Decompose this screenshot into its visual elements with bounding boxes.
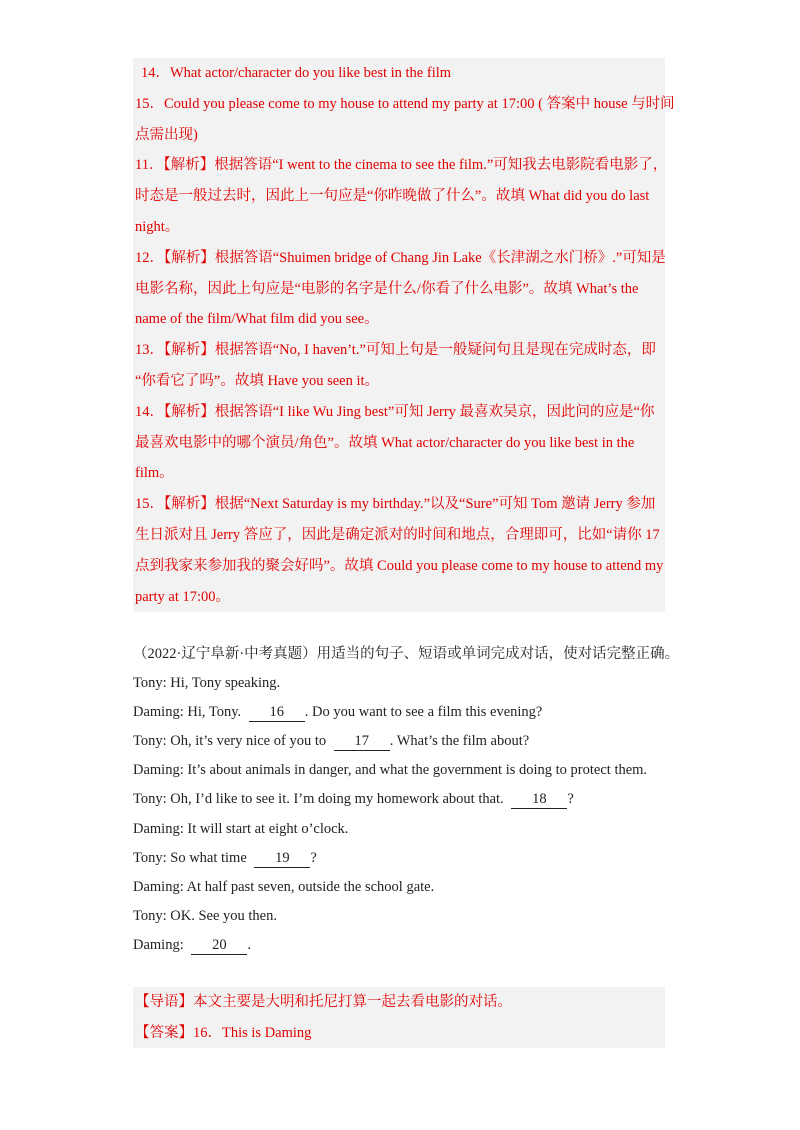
explanation-line: name of the film/What film did you see。 [135, 311, 379, 328]
answer-block-second [133, 987, 665, 1048]
dialog-text: Daming: Hi, Tony. [133, 704, 242, 721]
answer-line: 15．Could you please come to my house to attend my party at 17:00 ( 答案中 house 与时间 [135, 95, 675, 112]
dialog-text: . [247, 936, 251, 953]
dialog-text: ? [310, 849, 317, 866]
explanation-line: night。 [135, 218, 180, 235]
dialog-line: Tony: OK. See you then. [133, 907, 277, 924]
dialog-line [133, 931, 673, 960]
dialog-line [133, 785, 673, 814]
explanation-line: film。 [135, 465, 174, 482]
blank-19[interactable]: 19 [254, 850, 310, 868]
dialog-line: Daming: At half past seven, outside the school gate. [133, 878, 435, 895]
explanation-line: 生日派对且 Jerry 答应了，因此是确定派对的时间和地点，合理即可，比如“请你 17 [135, 526, 660, 543]
answer-line: 点需出现) [135, 126, 198, 143]
answer-line: 【答案】16．This is Daming [135, 1024, 312, 1041]
dialog-text: Daming: [133, 936, 184, 953]
explanation-line: 12．【解析】根据答语“Shuimen bridge of Chang Jin Lake《长津湖之水门桥》.”可知是 [135, 249, 666, 266]
answer-explanation-block [133, 58, 675, 612]
dialog-text: Tony: So what time [133, 849, 247, 866]
dialog-line: Tony: Hi, Tony speaking. [133, 675, 281, 692]
dialog-line: Daming: It will start at eight o’clock. [133, 820, 349, 837]
explanation-line: 13．【解析】根据答语“No, I haven’t.”可知上句是一般疑问句且是现在完成时态，即 [135, 342, 656, 359]
lead-line: 【导语】本文主要是大明和托尼打算一起去看电影的对话。 [135, 994, 512, 1010]
blank-16[interactable]: 16 [249, 704, 305, 722]
dialog-text: . Do you want to see a film this evening? [304, 704, 543, 721]
explanation-line: party at 17:00。 [135, 588, 231, 605]
blank-18[interactable]: 18 [511, 791, 567, 809]
explanation-line: 时态是一般过去时，因此上一句应是“你昨晚做了什么”。故填 What did you do last [135, 188, 650, 205]
dialog-text: ? [567, 791, 574, 808]
explanation-line: “你看它了吗”。故填 Have you seen it。 [135, 372, 380, 389]
dialog-text: . What’s the film about? [389, 733, 530, 750]
dialog-line [133, 698, 673, 727]
dialog-exercise [133, 640, 680, 960]
dialog-line: Daming: It’s about animals in danger, and what the government is doing to protect them. [133, 762, 648, 779]
blank-17[interactable]: 17 [334, 733, 390, 751]
dialog-text: Tony: Oh, I’d like to see it. I’m doing my homework about that. [133, 791, 504, 808]
question-intro: （2022·辽宁阜新·中考真题）用适当的句子、短语或单词完成对话，使对话完整正确。 [133, 646, 680, 662]
dialog-text: Tony: Oh, it’s very nice of you to [133, 733, 327, 750]
explanation-line: 电影名称，因此上句应是“电影的名字是什么/你看了什么电影”。故填 What’s the [135, 280, 639, 297]
explanation-line: 11．【解析】根据答语“I went to the cinema to see the film.”可知我去电影院看电影了， [135, 157, 668, 174]
dialog-line [133, 844, 673, 873]
explanation-line: 14．【解析】根据答语“I like Wu Jing best”可知 Jerry 最喜欢吴京，因此问的应是“你 [135, 403, 655, 420]
explanation-line: 15．【解析】根据“Next Saturday is my birthday.”以及“Sure”可知 Tom 邀请 Jerry 参加 [135, 496, 656, 513]
dialog-line [133, 727, 673, 756]
blank-20[interactable]: 20 [191, 937, 247, 955]
answer-line: 14．What actor/character do you like best in the film [141, 65, 452, 81]
explanation-line: 最喜欢电影中的哪个演员/角色”。故填 What actor/character do you like best in the [135, 434, 635, 451]
explanation-line: 点到我家来参加我的聚会好吗”。故填 Could you please come to my house to attend my [135, 557, 664, 574]
